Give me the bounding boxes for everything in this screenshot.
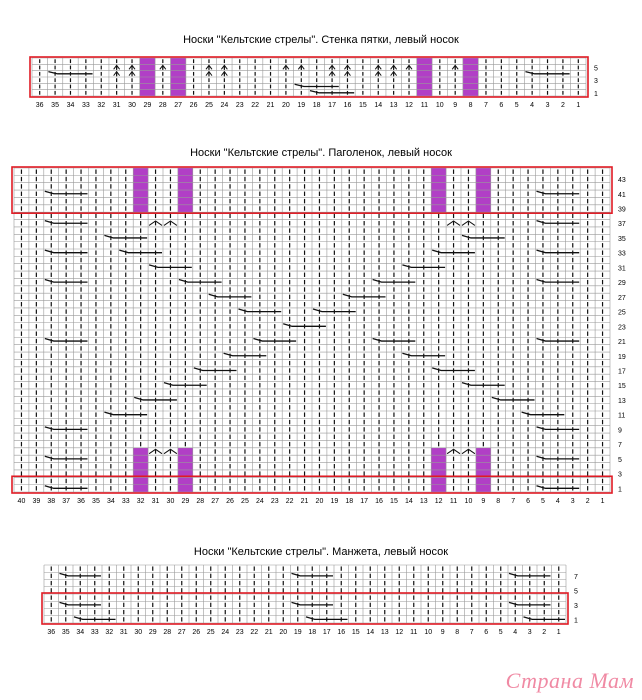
arrow-stitch-icon: [298, 65, 304, 70]
cuff-chart: [40, 563, 600, 639]
stitch-number-label: 28: [158, 102, 167, 109]
stitch-number-label: 34: [76, 629, 85, 636]
stitch-number-label: 33: [90, 629, 99, 636]
stitch-number-label: 16: [375, 498, 383, 505]
stitch-number-label: 6: [484, 629, 489, 636]
stitch-number-label: 13: [380, 629, 389, 636]
stitch-number-label: 26: [192, 629, 201, 636]
stitch-number-label: 25: [206, 629, 215, 636]
arrow-stitch-icon: [206, 65, 212, 70]
stitch-number-label: 13: [419, 498, 428, 505]
stitch-number-label: 3: [545, 102, 550, 109]
arrow-stitch-icon: [221, 65, 227, 70]
arrow-stitch-icon: [129, 72, 135, 77]
arrow-stitch-icon: [114, 65, 120, 70]
row-number-label: 43: [618, 177, 626, 185]
stitch-number-label: 19: [330, 498, 339, 505]
stitch-number-label: 23: [270, 498, 279, 505]
stitch-number-label: 26: [226, 498, 234, 505]
arrow-stitch-icon: [329, 72, 335, 77]
stitch-number-label: 8: [468, 102, 473, 109]
stitch-number-label: 25: [241, 498, 249, 505]
stitch-number-label: 7: [511, 498, 516, 505]
stitch-number-label: 34: [66, 102, 75, 109]
stitch-number-label: 17: [360, 498, 369, 505]
stitch-number-label: 30: [128, 102, 136, 109]
stitch-number-label: 38: [47, 498, 56, 505]
stitch-number-label: 2: [560, 102, 565, 109]
row-number-label: 5: [594, 65, 598, 73]
row-number-label: 13: [618, 397, 626, 405]
stitch-number-label: 17: [322, 629, 331, 636]
row-number-label: 33: [618, 250, 626, 258]
leg-chart: [8, 166, 636, 512]
stitch-number-label: 35: [51, 102, 59, 109]
stitch-number-label: 11: [449, 498, 458, 505]
stitch-number-label: 5: [540, 498, 545, 505]
arrow-stitch-icon: [375, 72, 381, 77]
stitch-number-label: 12: [395, 629, 404, 636]
stitch-number-label: 34: [106, 498, 115, 505]
row-number-label: 9: [618, 427, 622, 435]
stitch-number-label: 23: [235, 102, 244, 109]
stitch-number-label: 8: [496, 498, 501, 505]
stitch-number-label: 22: [251, 102, 260, 109]
row-number-label: 41: [618, 191, 626, 199]
leg-chart-title: Носки "Кельтские стрелы". Паголенок, левый носок: [190, 147, 452, 159]
row-number-label: 29: [618, 280, 626, 288]
arrow-stitch-icon: [344, 72, 350, 77]
stitch-number-label: 33: [81, 102, 90, 109]
stitch-number-label: 31: [112, 102, 121, 109]
stitch-number-label: 2: [542, 629, 547, 636]
heel-chart-title: Носки "Кельтские стрелы". Стенка пятки, левый носок: [183, 34, 459, 46]
stitch-number-label: 18: [308, 629, 317, 636]
row-number-label: 37: [618, 221, 626, 229]
stitch-number-label: 3: [570, 498, 575, 505]
row-number-label: 3: [574, 602, 578, 610]
stitch-number-label: 10: [424, 629, 433, 636]
stitch-number-label: 9: [440, 629, 445, 636]
stitch-number-label: 15: [351, 629, 360, 636]
stitch-number-label: 20: [279, 629, 288, 636]
stitch-number-label: 9: [453, 102, 458, 109]
stitch-number-label: 19: [297, 102, 306, 109]
stitch-number-label: 7: [469, 629, 474, 636]
row-number-label: 3: [618, 471, 622, 479]
stitch-number-label: 27: [177, 629, 186, 636]
stitch-number-label: 14: [404, 498, 413, 505]
stitch-number-label: 13: [389, 102, 398, 109]
stitch-number-label: 20: [315, 498, 324, 505]
row-number-label: 23: [618, 324, 626, 332]
stitch-number-label: 14: [366, 629, 375, 636]
row-number-label: 21: [618, 339, 626, 347]
row-number-label: 15: [618, 383, 626, 391]
stitch-number-label: 29: [143, 102, 152, 109]
row-number-label: 35: [618, 235, 626, 243]
stitch-number-label: 1: [556, 629, 561, 636]
stitch-number-label: 24: [220, 102, 229, 109]
stitch-number-label: 30: [134, 629, 143, 636]
stitch-number-label: 11: [410, 629, 418, 636]
stitch-number-label: 32: [136, 498, 145, 505]
stitch-number-label: 31: [119, 629, 128, 636]
stitch-number-label: 1: [600, 498, 605, 505]
stitch-number-label: 21: [266, 102, 275, 109]
stitch-number-label: 16: [337, 629, 346, 636]
row-number-label: 19: [618, 353, 626, 361]
row-number-label: 1: [618, 486, 622, 494]
arrow-stitch-icon: [406, 65, 412, 70]
stitch-number-label: 22: [285, 498, 294, 505]
stitch-number-label: 27: [211, 498, 220, 505]
arrow-stitch-icon: [329, 65, 335, 70]
stitch-number-label: 5: [498, 629, 503, 636]
stitch-number-label: 16: [343, 102, 352, 109]
row-number-label: 1: [594, 90, 598, 98]
arrow-stitch-icon: [375, 65, 381, 70]
arrow-stitch-icon: [114, 72, 120, 77]
stitch-number-label: 22: [250, 629, 259, 636]
stitch-number-label: 24: [221, 629, 230, 636]
stitch-number-label: 21: [264, 629, 273, 636]
arrow-stitch-icon: [391, 65, 397, 70]
stitch-grid: [44, 565, 566, 623]
stitch-number-label: 14: [374, 102, 383, 109]
arrow-stitch-icon: [129, 65, 135, 70]
cuff-chart-title: Носки "Кельтские стрелы". Манжета, левый носок: [193, 546, 449, 558]
row-number-label: 3: [594, 78, 598, 86]
stitch-number-label: 20: [282, 102, 290, 109]
stitch-number-label: 18: [312, 102, 321, 109]
stitch-number-label: 6: [526, 498, 531, 505]
row-number-label: 7: [574, 573, 578, 581]
stitch-number-label: 24: [255, 498, 264, 505]
stitch-number-label: 33: [121, 498, 130, 505]
stitch-number-label: 6: [499, 102, 504, 109]
stitch-number-label: 10: [435, 102, 444, 109]
row-number-label: 1: [574, 617, 578, 625]
stitch-number-label: 35: [61, 629, 70, 636]
row-number-label: 17: [618, 368, 626, 376]
row-number-label: 27: [618, 294, 626, 302]
stitch-number-label: 26: [189, 102, 198, 109]
arrow-stitch-icon: [452, 65, 458, 70]
arrow-stitch-icon: [221, 72, 227, 77]
stitch-number-label: 1: [576, 102, 581, 109]
stitch-number-label: 30: [166, 498, 175, 505]
stitch-number-label: 28: [196, 498, 205, 505]
stitch-number-label: 28: [163, 629, 172, 636]
stitch-number-label: 21: [300, 498, 309, 505]
stitch-number-label: 7: [484, 102, 488, 109]
stitch-number-label: 8: [455, 629, 460, 636]
arrow-stitch-icon: [160, 65, 166, 70]
row-number-label: 25: [618, 309, 626, 317]
stitch-grid: [32, 58, 586, 96]
stitch-grid: [14, 168, 610, 492]
stitch-number-label: 11: [420, 102, 429, 109]
stitch-number-label: 19: [293, 629, 302, 636]
strana-mam-watermark: Страна Мам: [505, 668, 634, 693]
stitch-number-label: 15: [358, 102, 367, 109]
stitch-number-label: 36: [77, 498, 85, 505]
arrow-stitch-icon: [344, 65, 350, 70]
stitch-number-label: 17: [328, 102, 336, 109]
stitch-number-label: 23: [235, 629, 244, 636]
row-number-label: 39: [618, 206, 626, 214]
stitch-number-label: 37: [62, 498, 71, 505]
arrow-stitch-icon: [206, 72, 212, 77]
stitch-number-label: 4: [513, 629, 518, 636]
arrow-stitch-icon: [283, 65, 289, 70]
stitch-number-label: 29: [181, 498, 190, 505]
stitch-number-label: 32: [105, 629, 114, 636]
stitch-number-label: 36: [47, 629, 56, 636]
row-number-label: 7: [618, 442, 622, 450]
stitch-number-label: 32: [97, 102, 106, 109]
stitch-number-label: 27: [174, 102, 183, 109]
row-number-label: 31: [618, 265, 626, 273]
heel-chart: [28, 56, 618, 112]
stitch-number-label: 2: [585, 498, 590, 505]
stitch-number-label: 10: [464, 498, 473, 505]
stitch-number-label: 9: [481, 498, 486, 505]
stitch-number-label: 3: [527, 629, 532, 636]
stitch-number-label: 5: [514, 102, 519, 109]
arrow-stitch-icon: [391, 72, 397, 77]
stitch-number-label: 25: [205, 102, 213, 109]
stitch-number-label: 15: [390, 498, 398, 505]
row-number-label: 5: [574, 588, 578, 596]
stitch-number-label: 40: [17, 498, 26, 505]
stitch-number-label: 4: [530, 102, 535, 109]
row-number-label: 5: [618, 456, 622, 464]
stitch-number-label: 39: [32, 498, 41, 505]
stitch-number-label: 18: [345, 498, 354, 505]
stitch-number-label: 12: [405, 102, 413, 109]
stitch-number-label: 36: [35, 102, 44, 109]
stitch-number-label: 4: [555, 498, 560, 505]
stitch-number-label: 29: [148, 629, 157, 636]
stitch-number-label: 35: [92, 498, 100, 505]
stitch-number-label: 12: [434, 498, 443, 505]
row-number-label: 11: [618, 412, 626, 420]
stitch-number-label: 31: [151, 498, 160, 505]
